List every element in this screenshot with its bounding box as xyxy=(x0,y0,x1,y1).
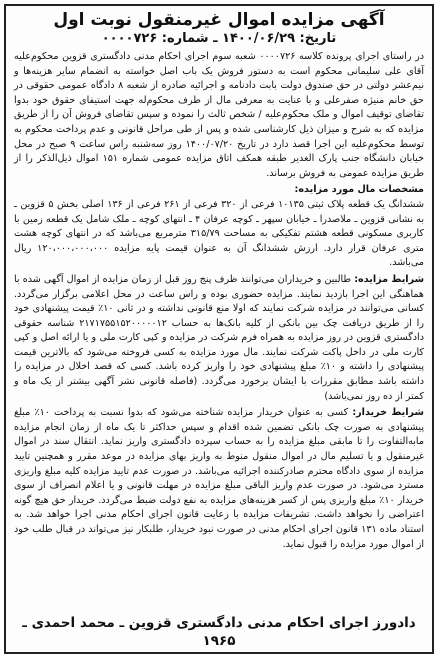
auction-terms-heading: شرایط مزایده: xyxy=(354,273,424,285)
intro-paragraph: در راستای اجرای پرونده کلاسه ۰۰۰۰۷۲۶ شعبه سوم اجرای احکام مدنی دادگستری قزوین محکوم‌علیه آقای علی سلیمانی محکوم است به دستور فروش یک باب اصل خواسته به انضمام سایر هزینه‌ها و نیم‌عشر دولتی در حق صندوق دولت بابت دادنامه و اجرائیه صادره از شعبه ۸ دادگاه عمومی حقوقی در حق خانم منیژه صفرعلی و با عنایت به معرفی مال از طرف محکوم‌له جهت استیفای حقوق خود بدوا تقاضای توقیف اموال و ملک محکوم‌علیه / شخص ثالث را نموده و سپس تقاضای فروش آن را از طریق مزایده که به شرح و میزان ذیل کارشناسی شده و پس از طی مراحل قانونی و عدم پرداخت محکوم به توسط محکوم‌علیه این اجرا قصد دارد در تاریخ ۱۴۰۰/۰۷/۲۰ روز سه‌شنبه راس ساعت ۹ صبح در محل خیابان دانشگاه جنب پارک الغدیر طبقه همکف اتاق مزایده عمومی شماره ۱۵۱ اموال ذیل‌الذکر را از طریق مزایده عمومی به فروش برساند. xyxy=(14,51,425,179)
signature-line: دادورز اجرای احکام مدنی دادگستری قزوین ـ محمد احمدی ـ ۱۹۶۵ xyxy=(22,615,416,649)
auction-terms-text: طالبین و خریداران می‌توانند ظرف پنج روز قبل از زمان مزایده از اموال آگهی شده با هماهنگی این اجرا بازدید نمایند. مزایده حضوری بوده و راس ساعت در محل اعلامی برگزار می‌گردد. کسانی می‌توانند در مزایده شرکت نمایند که اولا منع قانونی نداشته و در ثانی ۱۰٪ قیمت پیشنهادی خود را از طریق دریافت چک بین بانکی از کلیه بانک‌ها به حساب ۲۱۷۱۷۵۵۱۵۲۰۰۰۰۰۱۲ شناسه حقوقی دادگستری قزوین در روز مزایده به همراه فرم شرکت در مزایده و کپی کارت ملی و یا ارائه اصل و کپی کارت ملی در داخل پاکت شرکت نمایند. مال مورد مزایده به کسی فروخته می‌شود که بالاترین قیمت پیشنهادی را داشته و ۱۰٪ مبلغ پیشنهادی خود را واریز کرده باشد. کسی که قصد اخلال در مزایده را داشته باشد مطابق مقررات با ایشان برخورد می‌گردد. (فاصله قانونی نشر آگهی بیشتر از یک ماه و کمتر از ده روز نمی‌باشد) xyxy=(14,273,424,402)
buyer-terms-text: کسی به عنوان خریدار مزایده شناخته می‌شود که بدوا نسبت به پرداخت ۱۰٪ مبلغ پیشنهادی به صورت چک بانکی تضمین شده اقدام و سپس حداکثر تا یک ماه از زمان انجام مزایده مابه‌التفاوت را تا مابقی مبلغ مزایده را به حساب سپرده دادگستری واریز نماید. انتقال سند در اموال غیرمنقول و یا تسلیم مال در اموال منقول منوط به واریز بهای مزایده در موعد مقرر و همچنین تایید مزایده از سوی دادگاه محترم صادرکننده اجرائیه می‌باشد. در صورت عدم تایید مزایده کلیه مبلغ واریزی مسترد می‌شود. در صورت عدم واریز الباقی مبلغ مزایده در مهلت قانونی و یا اعلام انصراف از سوی خریدار ۱۰٪ مبلغ واریزی پس از کسر هزینه‌های مزایده به نفع دولت ضبط می‌گردد. خریدار حق هیچ گونه اعتراضی را نخواهد داشت. تشریفات مزایده با رعایت قانون اجرای احکام مدنی اجرا خواهد شد. به استناد ماده ۱۳۱ قانون اجرای احکام مدنی در صورت نبود خریدار، طلبکار نیز می‌تواند در قبال طلب خود از اموال مورد مزایده را قبول نماید. xyxy=(14,407,425,550)
buyer-terms-heading: شرایط خریدار: xyxy=(352,407,424,419)
notice-document xyxy=(4,4,434,654)
property-section xyxy=(14,183,424,271)
buyer-terms-section xyxy=(14,406,424,552)
property-heading: مشخصات مال مورد مزایده: xyxy=(294,184,424,196)
notice-date-number: تاریخ: ۱۴۰۰/۰۶/۲۹ ـ شماره: ۰۰۰۰۷۲۶ xyxy=(101,31,337,46)
notice-title: آگهی مزایده اموال غیرمنقول نوبت اول xyxy=(53,10,385,30)
auction-terms-section xyxy=(14,273,424,404)
property-text: ششدانگ یک قطعه پلاک ثبتی ۱۰۱۳۵ فرعی از ۳۲۰ فرعی از ۲۶۱ فرعی از ۱۳۶ اصلی بخش ۵ قزوین ـ به نشانی قزوین ـ ملاصدرا ـ خیابان سپهر ـ کوچه عرفان ۴ ـ انتهای کوچه ـ ملک شامل یک قطعه زمین با کاربری مسکونی قطعه هشتم تفکیکی به مساحت ۳۱۵/۷۹ مترمربع می‌باشد که در انتهای کوچه هشت متری عرفان قرار دارد. ارزش ششدانگ آن به عنوان قیمت پایه مزایده ۱۲۰،۰۰۰،۰۰۰،۰۰۰ ریال می‌باشد. xyxy=(14,198,424,269)
notice-body xyxy=(14,50,424,552)
